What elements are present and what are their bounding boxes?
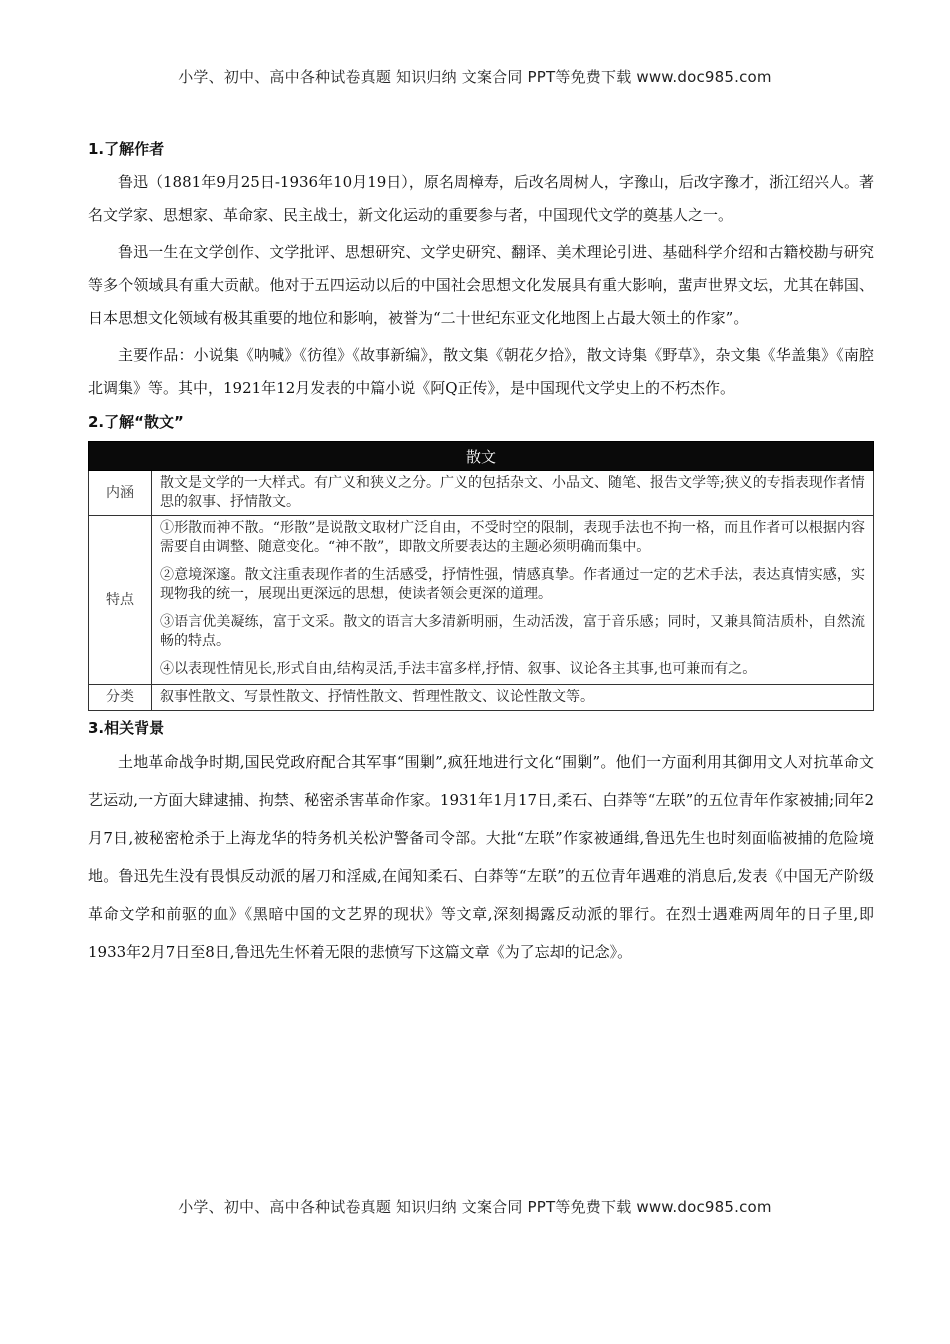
row-value-tedian [152,516,874,685]
table-row [89,685,874,711]
author-paragraph-works: 主要作品：小说集《呐喊》《彷徨》《故事新编》，散文集《朝花夕拾》，散文诗集《野草》，杂文集《华盖集》《南腔北调集》等。其中，1921年12月发表的中篇小说《阿Q正传》，是中国现代文学史上的不朽杰作。 [88,346,874,397]
row-value-fenlei: 叙事性散文、写景性散文、抒情性散文、哲理性散文、议论性散文等。 [152,685,874,711]
page-header: 小学、初中、高中各种试卷真题 知识归纳 文案合同 PPT等免费下载 www.doc985.com [178,68,772,86]
row-label-fenlei: 分类 [89,685,152,711]
row-label-neihan: 内涵 [89,471,152,516]
document-body [88,136,874,971]
row-label-tedian: 特点 [89,516,152,685]
table-row [89,471,874,516]
sanwen-table-header: 散文 [89,442,874,471]
sanwen-table [88,441,874,711]
feature-item: ①形散而神不散。“形散”是说散文取材广泛自由，不受时空的限制，表现手法也不拘一格，而且作者可以根据内容需要自由调整、随意变化。“神不散”，即散文所要表达的主题必须明确而集中。 [160,520,865,555]
table-row [89,516,874,685]
page-footer: 小学、初中、高中各种试卷真题 知识归纳 文案合同 PPT等免费下载 www.doc985.com [178,1198,772,1216]
author-paragraph-bio: 鲁迅（1881年9月25日-1936年10月19日），原名周樟寿，后改名周树人，字豫山，后改字豫才，浙江绍兴人。著名文学家、思想家、革命家、民主战士，新文化运动的重要参与者，中国现代文学的奠基人之一。 [88,173,874,224]
section-title-background: 3.相关背景 [88,719,165,737]
feature-item: ②意境深邃。散文注重表现作者的生活感受，抒情性强，情感真挚。作者通过一定的艺术手法，表达真情实感，实现物我的统一，展现出更深远的思想，使读者领会更深的道理。 [160,567,865,602]
section-title-author: 1.了解作者 [88,140,165,158]
feature-item: ③语言优美凝练，富于文采。散文的语言大多清新明丽，生动活泼，富于音乐感；同时，又兼具简洁质朴，自然流畅的特点。 [160,614,865,649]
section-title-sanwen: 2.了解“散文” [88,413,184,431]
feature-item: ④以表现性情见长,形式自由,结构灵活,手法丰富多样,抒情、叙事、议论各主其事,也可兼而有之。 [160,661,757,677]
author-paragraph-contribution: 鲁迅一生在文学创作、文学批评、思想研究、文学史研究、翻译、美术理论引进、基础科学介绍和古籍校勘与研究等多个领域具有重大贡献。他对于五四运动以后的中国社会思想文化发展具有重大影响，蜚声世界文坛，尤其在韩国、日本思想文化领域有极其重要的地位和影响，被誉为“二十世纪东亚文化地图上占最大领土的作家”。 [88,243,874,327]
background-paragraph: 土地革命战争时期,国民党政府配合其军事“围剿”,疯狂地进行文化“围剿”。他们一方面利用其御用文人对抗革命文艺运动,一方面大肆逮捕、拘禁、秘密杀害革命作家。1931年1月17日,柔石、白莽等“左联”的五位青年作家被捕;同年2月7日,被秘密枪杀于上海龙华的特务机关松沪警备司令部。大批“左联”作家被通缉,鲁迅先生也时刻面临被捕的危险境地。鲁迅先生没有畏惧反动派的屠刀和淫威,在闻知柔石、白莽等“左联”的五位青年遇难的消息后,发表《中国无产阶级革命文学和前驱的血》《黑暗中国的文艺界的现状》等文章,深刻揭露反动派的罪行。在烈士遇难两周年的日子里,即1933年2月7日至8日,鲁迅先生怀着无限的悲愤写下这篇文章《为了忘却的记念》。 [88,753,874,961]
row-value-neihan: 散文是文学的一大样式。有广义和狭义之分。广义的包括杂文、小品文、随笔、报告文学等;狭义的专指表现作者情思的叙事、抒情散文。 [152,471,874,516]
